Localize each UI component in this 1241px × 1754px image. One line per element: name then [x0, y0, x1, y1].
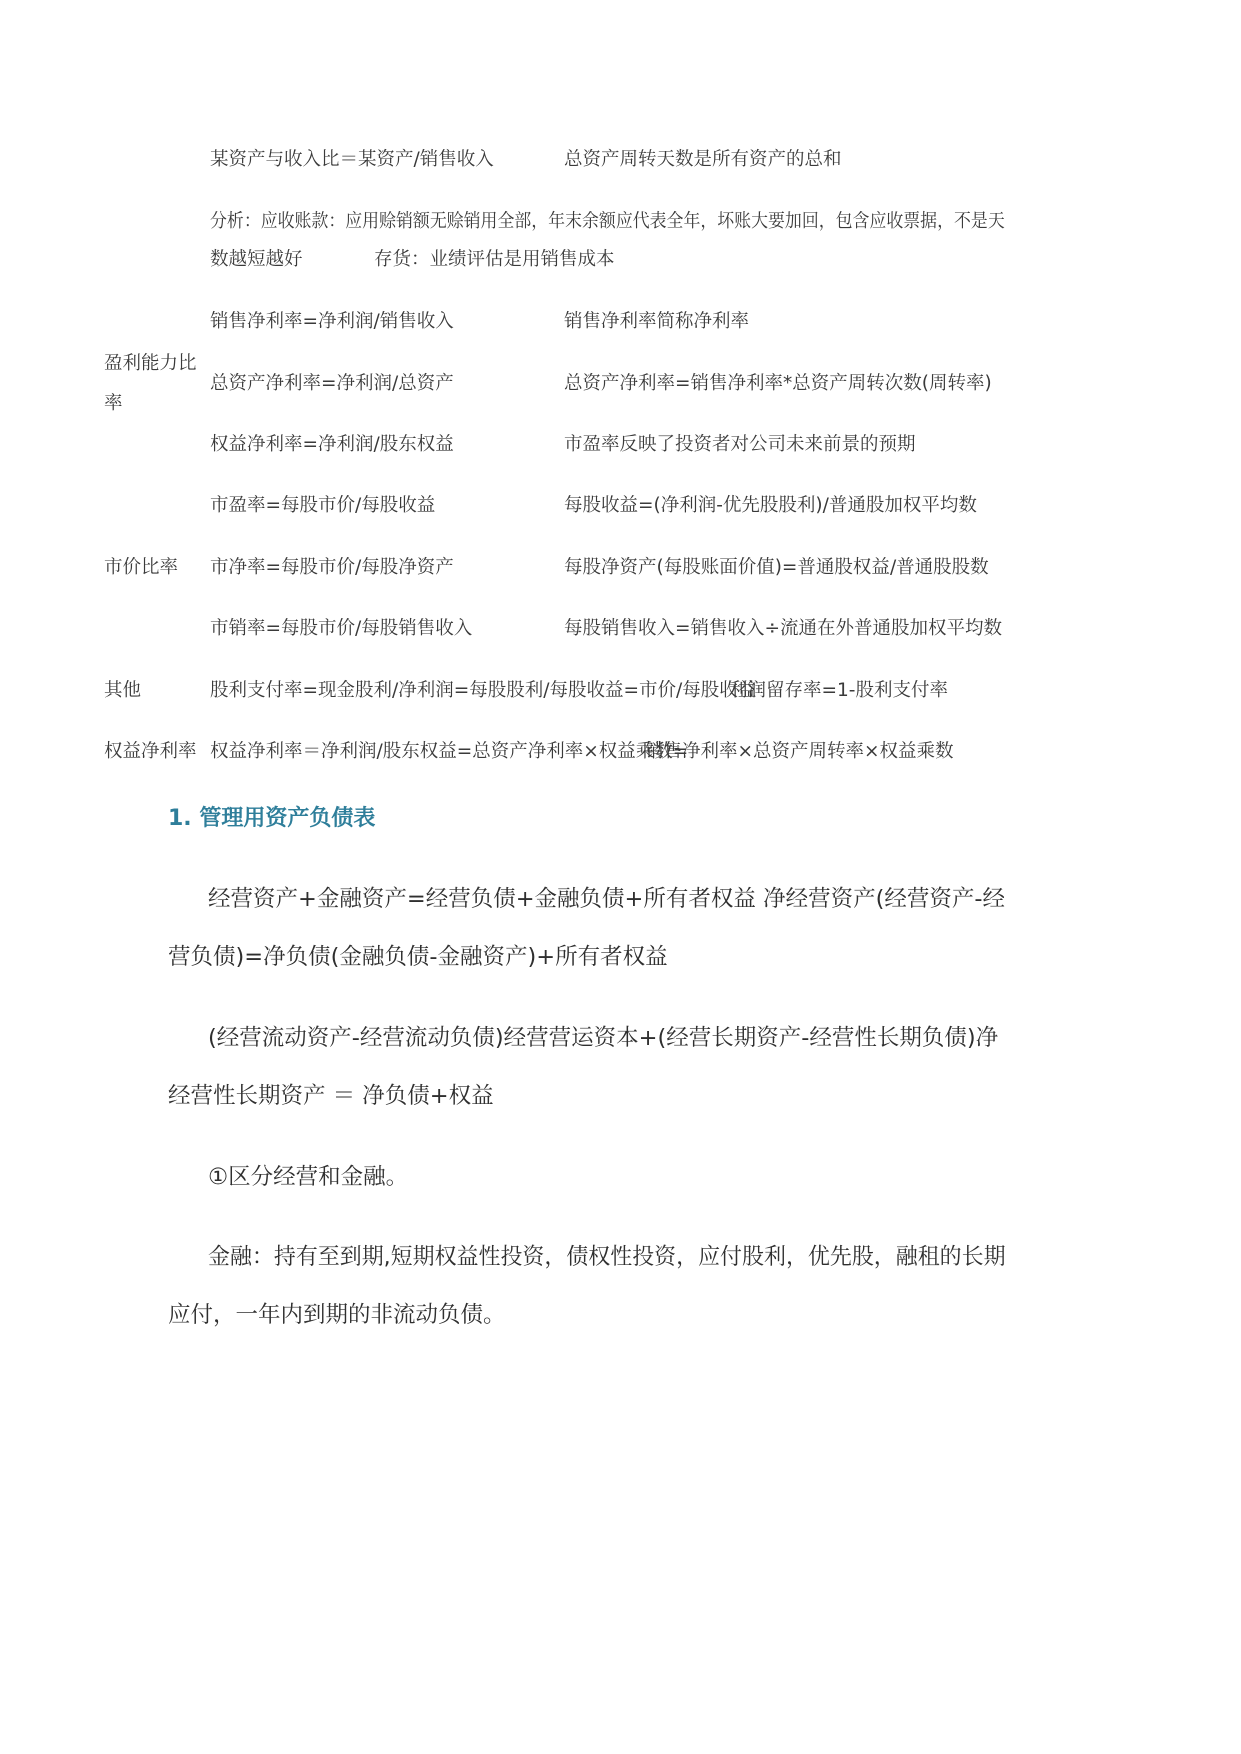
payout-ratio-formula: 股利支付率=现金股利/净利润=每股股利/每股收益=市价/每股收益 [210, 680, 757, 701]
analysis-line-2a: 数越短越好 [210, 249, 303, 270]
analysis-line-1: 分析：应收账款：应用赊销额无赊销用全部，年末余额应代表全年，坏账大要加回，包含应收票据，不是天 [210, 211, 1005, 232]
roe-label: 权益净利率 [104, 741, 197, 762]
roe-dupont-part-1: 权益净利率＝净利润/股东权益=总资产净利率×权益乘数= [210, 741, 689, 762]
bvps-formula: 每股净资产(每股账面价值)=普通股权益/普通股股数 [564, 557, 989, 578]
paragraph-1-line-2: 营负债)=净负债(金融负债-金融资产)+所有者权益 [168, 944, 668, 970]
roa-formula: 总资产净利率=净利润/总资产 [210, 373, 454, 394]
pe-ratio-formula: 市盈率=每股市价/每股收益 [210, 495, 436, 516]
sales-per-share-formula: 每股销售收入=销售收入÷流通在外普通股加权平均数 [564, 618, 1003, 639]
paragraph-3: ①区分经营和金融。 [208, 1164, 409, 1190]
roa-decomposition: 总资产净利率=销售净利率*总资产周转次数(周转率) [564, 373, 992, 394]
analysis-line-2b: 存货：业绩评估是用销售成本 [374, 249, 615, 270]
paragraph-4-line-2: 应付，一年内到期的非流动负债。 [168, 1302, 506, 1328]
asset-revenue-ratio-formula: 某资产与收入比＝某资产/销售收入 [210, 149, 494, 170]
retention-ratio-formula: 利润留存率=1-股利支付率 [729, 680, 948, 701]
profitability-label-line-1: 盈利能力比 [104, 353, 197, 374]
profitability-label-line-2: 率 [104, 393, 123, 414]
other-label: 其他 [104, 680, 142, 701]
pe-ratio-note: 市盈率反映了投资者对公司未来前景的预期 [564, 434, 916, 455]
eps-formula: 每股收益=(净利润-优先股股利)/普通股加权平均数 [564, 495, 977, 516]
paragraph-2-line-1: (经营流动资产-经营流动负债)经营营运资本+(经营长期资产-经营性长期负债)净 [208, 1025, 999, 1051]
paragraph-2-line-2: 经营性长期资产 ＝ 净负债+权益 [168, 1083, 494, 1109]
net-profit-margin-formula: 销售净利率=净利润/销售收入 [210, 311, 454, 332]
pb-ratio-formula: 市净率=每股市价/每股净资产 [210, 557, 454, 578]
ps-ratio-formula: 市销率=每股市价/每股销售收入 [210, 618, 473, 639]
paragraph-4-line-1: 金融：持有至到期,短期权益性投资，债权性投资，应付股利，优先股，融租的长期 [208, 1244, 1006, 1270]
market-ratio-label: 市价比率 [104, 557, 179, 578]
roe-formula-short: 权益净利率=净利润/股东权益 [210, 434, 454, 455]
roe-dupont-part-2: 销售净利率×总资产周转率×权益乘数 [645, 741, 954, 762]
asset-turnover-days-note: 总资产周转天数是所有资产的总和 [564, 149, 842, 170]
paragraph-1-line-1: 经营资产+金融资产=经营负债+金融负债+所有者权益 净经营资产(经营资产-经 [208, 886, 1005, 912]
section-heading: 1. 管理用资产负债表 [168, 806, 376, 831]
net-profit-margin-note: 销售净利率简称净利率 [564, 311, 750, 332]
